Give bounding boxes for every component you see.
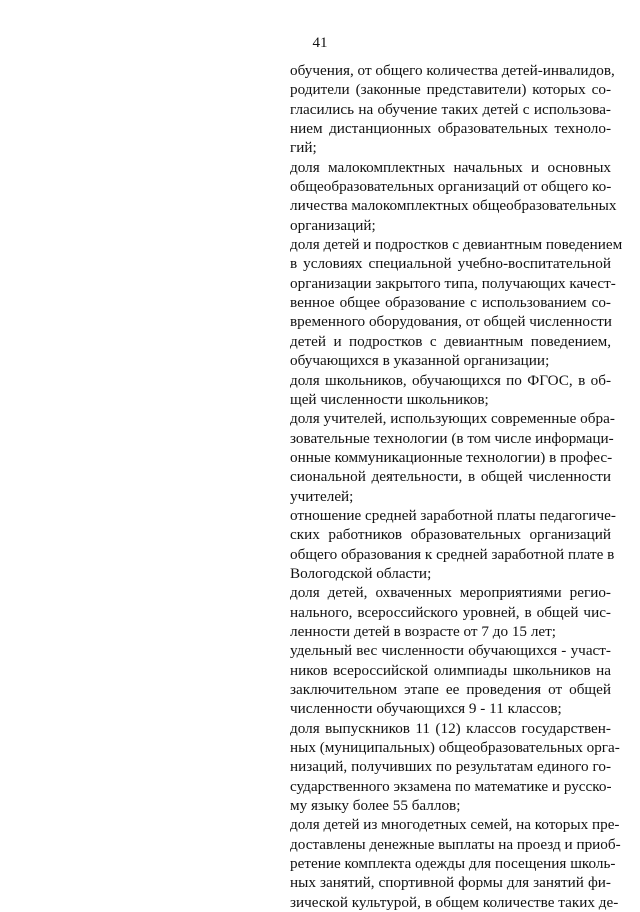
text-line: венное общее образование с использованием со-: [290, 294, 611, 312]
paragraph: [290, 158, 617, 235]
paragraph: [290, 641, 611, 718]
text-line: му языку более 55 баллов;: [290, 797, 461, 815]
text-line: общего образования к средней заработной плате в: [290, 545, 615, 563]
paragraph: [290, 506, 616, 583]
text-line: доля детей из многодетных семей, на которых пре-: [290, 816, 620, 834]
text-line: зовательные технологии (в том числе информаци-: [290, 429, 614, 447]
text-line: удельный вес численности обучающихся - участ-: [290, 642, 611, 660]
text-line: отношение средней заработной платы педагогиче-: [290, 506, 616, 524]
text-line: доля выпускников 11 (12) классов государствен-: [290, 719, 611, 737]
paragraph: [290, 719, 620, 816]
paragraph: [290, 409, 615, 506]
text-line: гий;: [290, 139, 317, 157]
text-line: ских работников образовательных организаций: [290, 526, 611, 544]
text-line: низаций, получивших по результатам единого го-: [290, 758, 611, 776]
page-number: 41: [312, 35, 328, 51]
text-line: доля учителей, использующих современные обра-: [290, 410, 615, 428]
text-line: обучения, от общего количества детей-инвалидов,: [290, 62, 615, 79]
text-line: гласились на обучение таких детей с использова-: [290, 100, 611, 118]
text-line: сиональной деятельности, в общей численности: [290, 468, 611, 486]
paragraph: [290, 583, 611, 641]
text-line: онные коммуникационные технологии) в профес-: [290, 448, 613, 466]
text-line: доля детей и подростков с девиантным поведением: [290, 236, 623, 254]
text-line: в условиях специальной учебно-воспитательной: [290, 255, 611, 273]
text-line: организаций;: [290, 216, 376, 234]
text-line: личества малокомплектных общеобразовательных: [290, 197, 617, 215]
text-line: ленности детей в возрасте от 7 до 15 лет;: [290, 622, 556, 640]
text-line: зической культурой, в общем количестве таких де-: [290, 893, 619, 911]
paragraph: [290, 235, 623, 370]
text-line: ников всероссийской олимпиады школьников на: [290, 661, 611, 679]
text-line: ретение комплекта одежды для посещения школь-: [290, 855, 616, 873]
text-line: родители (законные представители) которых со-: [290, 81, 611, 99]
text-line: доля малокомплектных начальных и основных: [290, 158, 611, 176]
text-line: ных занятий, спортивной формы для занятий фи-: [290, 874, 611, 892]
text-line: сударственного экзамена по математике и русско-: [290, 777, 612, 795]
text-line: нального, всероссийского уровней, в общей чис-: [290, 603, 611, 621]
text-line: доставлены денежные выплаты на проезд и приоб-: [290, 835, 621, 853]
text-line: обучающихся в указанной организации;: [290, 352, 550, 370]
text-line: доля детей, охваченных мероприятиями регио-: [290, 584, 611, 602]
text-line: детей и подростков с девиантным поведением,: [290, 332, 611, 350]
text-column: [290, 61, 623, 912]
text-line: общеобразовательных организаций от общего ко-: [290, 178, 612, 196]
text-line: Вологодской области;: [290, 564, 432, 582]
text-line: нием дистанционных образовательных техноло-: [290, 120, 611, 138]
text-line: щей численности школьников;: [290, 390, 489, 408]
text-line: заключительном этапе ее проведения от общей: [290, 681, 611, 698]
paragraph: [290, 61, 615, 158]
paragraph: [290, 371, 611, 410]
text-line: временного оборудования, от общей численности: [290, 313, 612, 331]
text-line: учителей;: [290, 487, 354, 505]
text-line: доля школьников, обучающихся по ФГОС, в об-: [290, 371, 611, 389]
text-line: организации закрытого типа, получающих качест-: [290, 274, 616, 292]
text-line: численности обучающихся 9 - 11 классов;: [290, 700, 562, 718]
text-line: ных (муниципальных) общеобразовательных орга-: [290, 739, 620, 757]
paragraph: [290, 815, 621, 912]
